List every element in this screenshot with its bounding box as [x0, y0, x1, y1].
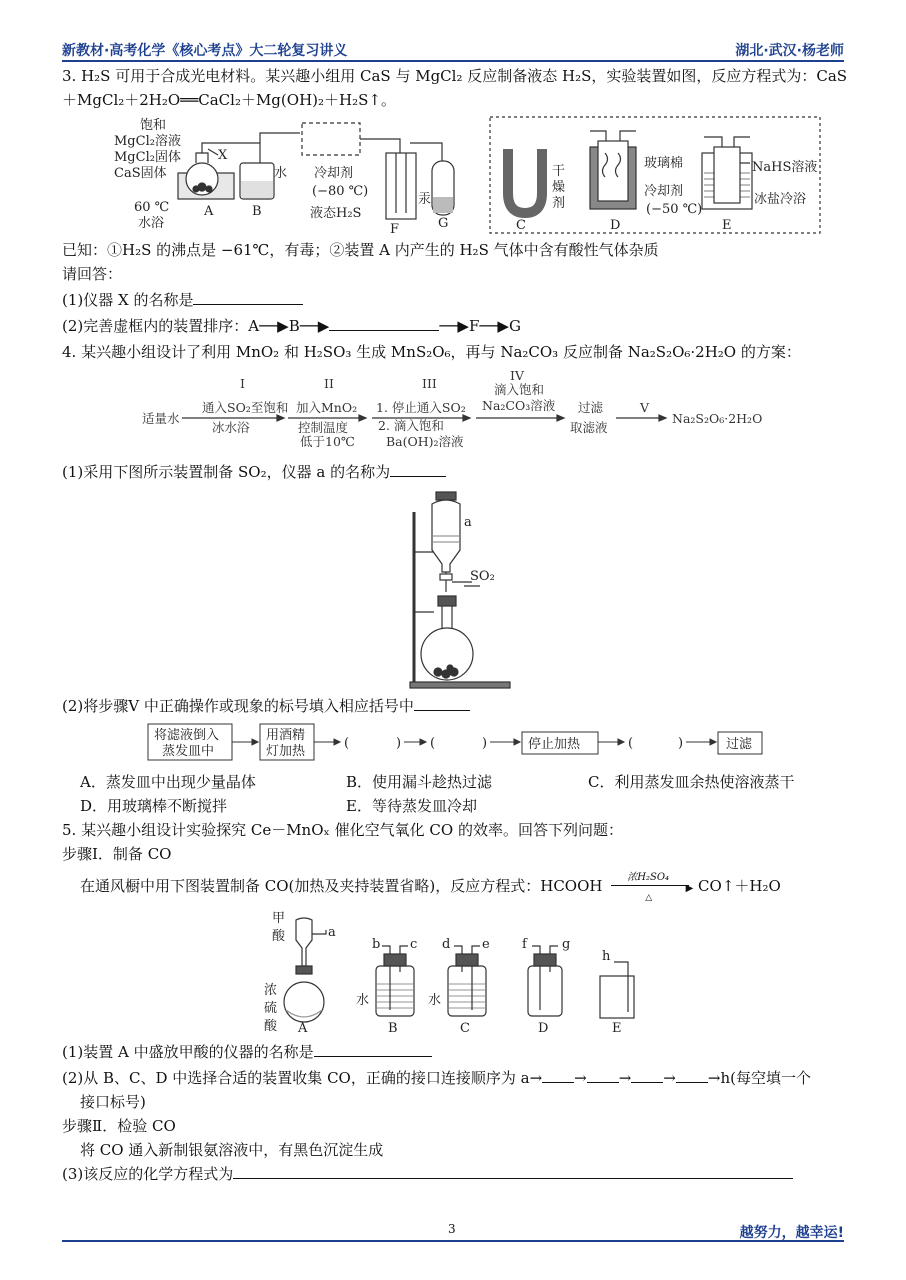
q4-option-c: C．利用蒸发皿余热使溶液蒸干 — [588, 773, 795, 791]
arrow-icon: → — [707, 1069, 721, 1087]
q3-label-icebath: 冰盐冷浴 — [754, 192, 807, 207]
q3-ask: 请回答： — [62, 265, 123, 283]
q3-label-water: 水 — [274, 166, 288, 181]
label-A: A — [298, 1021, 308, 1036]
q3-part2-f: F — [468, 317, 480, 335]
q3-tube-f — [386, 153, 416, 219]
op-heat-2: 灯加热 — [266, 744, 306, 759]
flow-step4-top-2: Na₂CO₃溶液 — [482, 398, 556, 413]
q5-intro — [80, 872, 781, 903]
label-conc-1: 浓 — [264, 983, 278, 998]
flow-step4: IV — [510, 368, 524, 383]
label-b: b — [372, 937, 381, 952]
q3-label-bath-2: 水浴 — [138, 216, 165, 231]
q4-option-a: A．蒸发皿中出现少量晶体 — [80, 773, 256, 791]
label-B: B — [388, 1021, 398, 1036]
paren-right-2[interactable]: ) — [482, 736, 488, 751]
q3-u-tube-c — [508, 149, 542, 213]
footer-rule — [62, 1240, 844, 1242]
flow-end: Na₂S₂O₆·2H₂O — [672, 411, 763, 426]
arrow-icon: → — [574, 1069, 587, 1087]
op-stop: 停止加热 — [528, 737, 581, 752]
page-header — [62, 40, 844, 60]
page-number: 3 — [448, 1222, 456, 1236]
q3-label-reagents-1: 饱和 — [140, 118, 167, 133]
arrow-icon: ──▶ — [479, 317, 509, 335]
q3-label-coolant2-2: (−50 ℃) — [646, 202, 703, 217]
q4-part2-answer-blank[interactable] — [414, 696, 470, 711]
q3-label-glasswool: 玻璃棉 — [644, 156, 684, 171]
q3-label-dry-2: 燥 — [552, 180, 566, 195]
q3-part1-answer-blank[interactable] — [193, 290, 303, 305]
flow-step5: V — [640, 400, 650, 415]
q4-process-flow — [138, 366, 778, 452]
label-e: e — [482, 937, 490, 952]
arrowhead-icon: ▶ — [685, 883, 694, 894]
q5-part2-blank-3[interactable] — [631, 1068, 663, 1083]
q5-part3-text: (3)该反应的化学方程式为 — [62, 1165, 234, 1183]
paren-right-1[interactable]: ) — [396, 736, 402, 751]
q3-label-reagents-4: CaS固体 — [114, 166, 167, 181]
flow-step4-bottom-2: 取滤液 — [570, 420, 608, 435]
q3-label-dry-3: 剂 — [552, 196, 566, 211]
q3-label-g: G — [438, 216, 449, 231]
q4-so2-apparatus — [400, 482, 520, 690]
label-g: g — [562, 937, 571, 952]
flow-step3-top: 1. 停止通入SO₂ — [376, 400, 466, 415]
q3-known: 已知：①H₂S 的沸点是 −61℃，有毒；②装置 A 内产生的 H₂S 气体中含有酸性气体杂质 — [62, 241, 659, 259]
q5-apparatus-figure — [256, 906, 656, 1038]
q3-part2 — [62, 316, 521, 336]
q3-label-bath-1: 60 ℃ — [134, 200, 170, 215]
label-formic-1: 甲 — [272, 911, 286, 926]
q3-label-coolant-2: (−80 ℃) — [312, 184, 369, 199]
q3-label-e: E — [722, 218, 732, 233]
flow-step2: II — [324, 376, 334, 391]
q3-label-a: A — [204, 204, 214, 219]
flow-step4-top-1: 滴入饱和 — [494, 382, 545, 397]
flow-step3-bottom-1: 2. 滴入饱和 — [378, 418, 444, 433]
flow-step1-top: 通入SO₂至饱和 — [202, 400, 289, 415]
label-C: C — [460, 1021, 470, 1036]
q3-stem-line2: ＋MgCl₂＋2H₂O══CaCl₂＋Mg(OH)₂＋H₂S↑。 — [62, 91, 396, 109]
flask-a — [284, 982, 324, 1022]
q4-option-d: D．用玻璃棒不断搅拌 — [80, 797, 228, 815]
q3-label-coolant2-1: 冷却剂 — [644, 184, 684, 199]
q5-part3 — [62, 1164, 793, 1184]
q4-option-b: B．使用漏斗趁热过滤 — [346, 773, 493, 791]
op-heat-1: 用酒精 — [266, 728, 306, 743]
q5-part2-end: h(每空填一个 — [720, 1069, 811, 1087]
arrow-icon: → — [663, 1069, 676, 1087]
reaction-arrow — [607, 872, 694, 903]
q5-part1 — [62, 1042, 432, 1062]
label-formic-2: 酸 — [272, 929, 286, 944]
label-so2: SO₂ — [470, 569, 495, 584]
q3-dashed-box — [302, 123, 360, 155]
q5-check: 将 CO 通入新制银氨溶液中，有黑色沉淀生成 — [80, 1141, 384, 1159]
flow-step1-bottom: 冰水浴 — [212, 420, 250, 435]
q3-part1-text: (1)仪器 X 的名称是 — [62, 291, 194, 309]
q3-part2-b: B — [288, 317, 300, 335]
q3-apparatus-figure — [100, 113, 830, 235]
paren-left-3[interactable]: ( — [628, 736, 634, 751]
q4-stem: 4. 某兴趣小组设计了利用 MnO₂ 和 H₂SO₃ 生成 MnS₂O₆，再与 Na₂CO₃ 反应制备 Na₂S₂O₆·2H₂O 的方案： — [62, 343, 801, 361]
label-water-b: 水 — [356, 993, 370, 1008]
q3-part2-g: G — [508, 317, 521, 335]
q4-part1-answer-blank[interactable] — [390, 462, 446, 477]
q3-label-mercury: 汞 — [418, 192, 432, 207]
header-left: 新教材·高考化学《核心考点》大二轮复习讲义 — [62, 43, 348, 59]
footer-slogan: 越努力，越幸运! — [739, 1225, 844, 1241]
label-d: d — [442, 937, 451, 952]
q4-part1-text: (1)采用下图所示装置制备 SO₂，仪器 a 的名称为 — [62, 463, 391, 481]
q3-part1 — [62, 290, 303, 310]
q5-part2-blank-2[interactable] — [587, 1068, 619, 1083]
op-filter: 过滤 — [726, 737, 753, 752]
q3-label-c: C — [516, 218, 526, 233]
reaction-condition-bottom: △ — [645, 893, 653, 903]
q3-label-dry-1: 干 — [552, 164, 566, 179]
label-water-c: 水 — [428, 993, 442, 1008]
flow-step2-top: 加入MnO₂ — [296, 400, 358, 415]
q3-label-d: D — [610, 218, 621, 233]
label-conc-2: 硫 — [264, 1001, 278, 1016]
label-a: a — [328, 925, 336, 940]
arrow-icon: ──▶ — [439, 317, 469, 335]
q4-part2 — [62, 696, 470, 716]
label-E: E — [612, 1021, 622, 1036]
flow-step3: III — [422, 376, 437, 391]
q5-part3-answer-blank[interactable] — [233, 1164, 793, 1179]
arrow-icon: ──▶ — [259, 317, 289, 335]
op-pour-2: 蒸发皿中 — [162, 744, 215, 759]
arrow-icon: → — [618, 1069, 632, 1087]
q3-stem-line1: 3. H₂S 可用于合成光电材料。某兴趣小组用 CaS 与 MgCl₂ 反应制备液态 H₂S，实验装置如图，反应方程式为：CaS — [62, 67, 848, 85]
q5-part2 — [62, 1068, 811, 1088]
flow-step2-bottom-2: 低于10℃ — [300, 434, 355, 449]
paren-left-1[interactable]: ( — [344, 736, 350, 751]
q5-step2: 步骤Ⅱ．检验 CO — [62, 1117, 176, 1135]
q3-label-liquid-h2s: 液态H₂S — [310, 206, 362, 221]
op-pour-1: 将滤液倒入 — [154, 728, 220, 743]
q5-part2-line2: 接口标号) — [80, 1093, 146, 1111]
q4-option-e: E．等待蒸发皿冷却 — [346, 797, 477, 815]
q3-tube-ab — [202, 143, 260, 163]
q5-product: CO↑＋H₂O — [698, 877, 781, 895]
label-conc-3: 酸 — [264, 1019, 278, 1034]
q5-stem: 5. 某兴趣小组设计实验探究 Ce－MnOₓ 催化空气氧化 CO 的效率。回答下列问题： — [62, 821, 623, 839]
header-right: 湖北·武汉·杨老师 — [735, 43, 844, 59]
stand-base — [410, 682, 510, 688]
label-h: h — [602, 949, 611, 964]
label-c: c — [410, 937, 418, 952]
q4-step5-flow — [146, 720, 786, 766]
q3-part2-text: (2)完善虚框内的装置排序：A — [62, 317, 260, 335]
q3-label-coolant-1: 冷却剂 — [314, 166, 354, 181]
flow-start: 适量水 — [142, 411, 180, 426]
q5-part2-text: (2)从 B、C、D 中选择合适的装置收集 CO，正确的接口连接顺序为 a→ — [62, 1069, 543, 1087]
beaker-e — [600, 976, 634, 1018]
q5-intro-text: 在通风橱中用下图装置制备 CO(加热及夹持装置省略)，反应方程式：HCOOH — [80, 877, 603, 895]
label-f: f — [522, 937, 527, 952]
q3-label-reagents-2: MgCl₂溶液 — [114, 134, 181, 149]
q3-part2-answer-blank[interactable] — [329, 316, 439, 331]
q3-label-nahs: NaHS溶液 — [752, 160, 818, 175]
q5-part1-text: (1)装置 A 中盛放甲酸的仪器的名称是 — [62, 1043, 314, 1061]
flow-step2-bottom-1: 控制温度 — [298, 420, 349, 435]
dropping-funnel — [296, 918, 312, 966]
paren-left-2[interactable]: ( — [430, 736, 436, 751]
bottle-d — [528, 966, 562, 1016]
label-a: a — [464, 515, 472, 530]
flow-step4-bottom-1: 过滤 — [578, 400, 604, 415]
q4-part2-text: (2)将步骤V 中正确操作或现象的标号填入相应括号中 — [62, 697, 414, 715]
q4-part1 — [62, 462, 446, 482]
q5-step1: 步骤Ⅰ．制备 CO — [62, 845, 172, 863]
q5-part2-blank-4[interactable] — [676, 1068, 708, 1083]
q3-label-b: B — [252, 204, 262, 219]
label-D: D — [538, 1021, 549, 1036]
paren-right-3[interactable]: ) — [678, 736, 684, 751]
flow-step3-bottom-2: Ba(OH)₂溶液 — [386, 434, 464, 449]
q3-label-f: F — [390, 222, 400, 235]
reaction-condition-top: 浓H₂SO₄ — [627, 872, 670, 883]
q3-label-x: X — [218, 148, 228, 163]
flow-step1: I — [240, 376, 245, 391]
arrow-icon: ──▶ — [299, 317, 330, 335]
q5-part1-answer-blank[interactable] — [314, 1042, 432, 1057]
q3-label-reagents-3: MgCl₂固体 — [114, 150, 181, 165]
header-rule — [62, 60, 844, 62]
q5-part2-blank-1[interactable] — [542, 1068, 574, 1083]
